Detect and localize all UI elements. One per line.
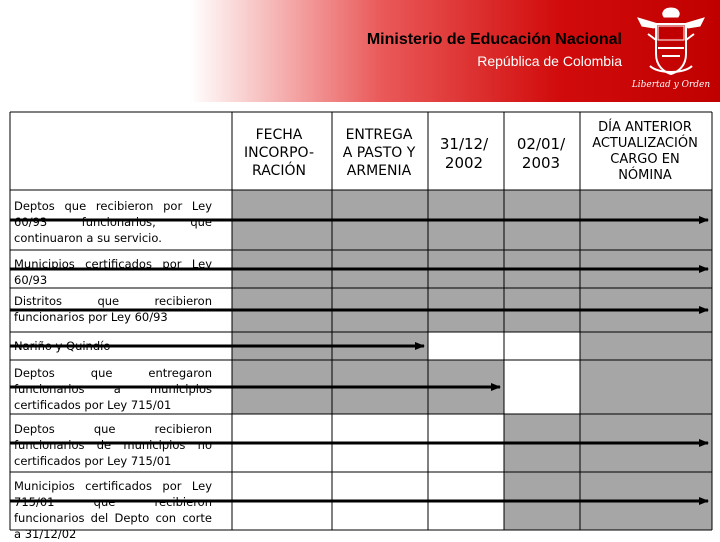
column-header-line: 31/12/ — [439, 135, 489, 153]
column-header-line: CARGO EN — [610, 152, 680, 167]
motto-text: Libertad y Orden — [631, 80, 711, 90]
row-label: Deptos que recibieron por Ley 60/93 funcionarios, que continuaron a su servicio. — [14, 199, 212, 245]
shaded-cell — [580, 360, 712, 414]
row-label: Distritos que recibieron funcionarios por Ley 60/93 — [14, 294, 212, 324]
column-header-line: ARMENIA — [346, 163, 412, 179]
shaded-cell — [580, 332, 712, 360]
column-header-line: ENTREGA — [345, 127, 413, 143]
column-header-dia-anterior — [580, 120, 710, 184]
row-label: Municipios certificados por Ley 715/01 que recibieron funcionarios del Depto con corte a 31/12/02 — [14, 479, 212, 541]
column-header-line: ACTUALIZACIÓN — [592, 136, 698, 151]
column-header-31-12-2002 — [426, 135, 502, 173]
column-header-line: FECHA — [255, 127, 303, 143]
column-header-line: 2002 — [444, 154, 484, 172]
row-label: Deptos que recibieron funcionarios de municipios no certificados por Ley 715/01 — [14, 422, 212, 468]
column-header-02-01-2003 — [504, 135, 578, 173]
row-label-text: Municipios certificados por Ley 60/93 — [14, 257, 212, 287]
column-header-line: DÍA ANTERIOR — [598, 120, 692, 135]
column-header-line: A PASTO Y — [342, 145, 416, 161]
column-header-line: 02/01/ — [516, 135, 566, 153]
column-header-line: 2003 — [521, 154, 561, 172]
column-header-line: NÓMINA — [618, 168, 672, 183]
column-header-fecha-incorporacion — [232, 126, 326, 180]
row-label — [14, 256, 212, 288]
republic-subtitle: República de Colombia — [477, 53, 622, 69]
row-label: Nariño y Quindío — [14, 339, 111, 353]
column-header-line: RACIÓN — [252, 163, 306, 179]
row-label: Deptos que entregaron funcionarios a municipios certificados por Ley 715/01 — [14, 366, 212, 412]
column-header-entrega-pasto-armenia — [334, 126, 424, 180]
ministry-title: Ministerio de Educación Nacional — [366, 31, 622, 48]
column-header-line: INCORPO- — [243, 145, 315, 161]
